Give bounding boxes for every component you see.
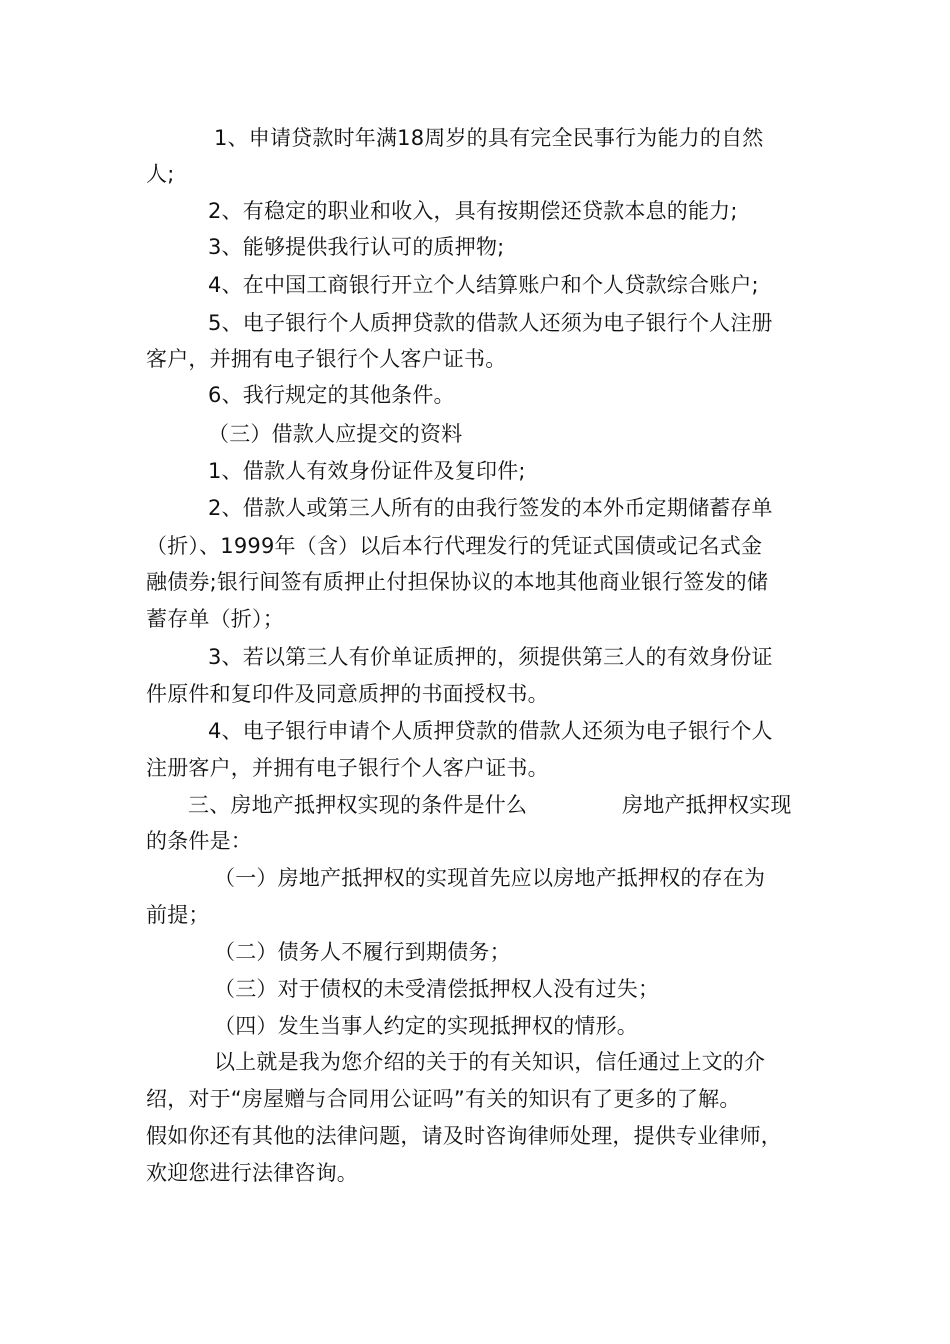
text-line: （折）、1999年（含）以后本行代理发行的凭证式国债或记名式金 <box>146 534 763 558</box>
text-line: 1、申请贷款时年满18周岁的具有完全民事行为能力的自然 <box>214 126 764 150</box>
text-line: 人; <box>146 162 175 186</box>
text-line: 3、能够提供我行认可的质押物; <box>208 235 505 259</box>
text-line: 欢迎您进行法律咨询。 <box>146 1161 358 1185</box>
text-line: 注册客户，并拥有电子银行个人客户证书。 <box>146 756 549 780</box>
text-line: 2、有稳定的职业和收入，具有按期偿还贷款本息的能力; <box>208 199 738 223</box>
text-line: 5、电子银行个人质押贷款的借款人还须为电子银行个人注册 <box>208 311 773 335</box>
text-line: 1、借款人有效身份证件及复印件; <box>208 459 526 483</box>
text-line: 2、借款人或第三人所有的由我行签发的本外币定期储蓄存单 <box>208 496 773 520</box>
text-line: 前提； <box>146 903 210 927</box>
text-line: （二）债务人不履行到期债务； <box>214 940 511 964</box>
section-heading: 三、房地产抵押权实现的条件是什么 <box>188 793 528 817</box>
text-line: （四）发生当事人约定的实现抵押权的情形。 <box>214 1014 638 1038</box>
text-line: 3、若以第三人有价单证质押的，须提供第三人的有效身份证 <box>208 645 773 669</box>
text-line: （三）对于债权的未受清偿抵押权人没有过失； <box>214 977 660 1001</box>
section-heading: （三）借款人应提交的资料 <box>208 422 463 446</box>
text-line: 4、电子银行申请个人质押贷款的借款人还须为电子银行个人 <box>208 719 773 743</box>
text-line: 假如你还有其他的法律问题，请及时咨询律师处理，提供专业律师， <box>146 1124 782 1148</box>
text-line: 的条件是： <box>146 829 252 853</box>
text-line: 客户，并拥有电子银行个人客户证书。 <box>146 347 507 371</box>
text-line: 融债券;银行间签有质押止付担保协议的本地其他商业银行签发的储 <box>146 570 769 594</box>
text-line: （一）房地产抵押权的实现首先应以房地产抵押权的存在为 <box>214 866 766 890</box>
text-line: 房地产抵押权实现 <box>622 793 792 817</box>
text-line: 4、在中国工商银行开立个人结算账户和个人贷款综合账户; <box>208 273 759 297</box>
text-line: 蓄存单（折）； <box>146 607 284 631</box>
text-line: 6、我行规定的其他条件。 <box>208 383 455 407</box>
text-line: 以上就是我为您介绍的关于的有关知识，信任通过上文的介 <box>214 1050 766 1074</box>
text-line: 件原件和复印件及同意质押的书面授权书。 <box>146 682 549 706</box>
text-line: 绍，对于“房屋赠与合同用公证吗”有关的知识有了更多的了解。 <box>146 1087 741 1111</box>
